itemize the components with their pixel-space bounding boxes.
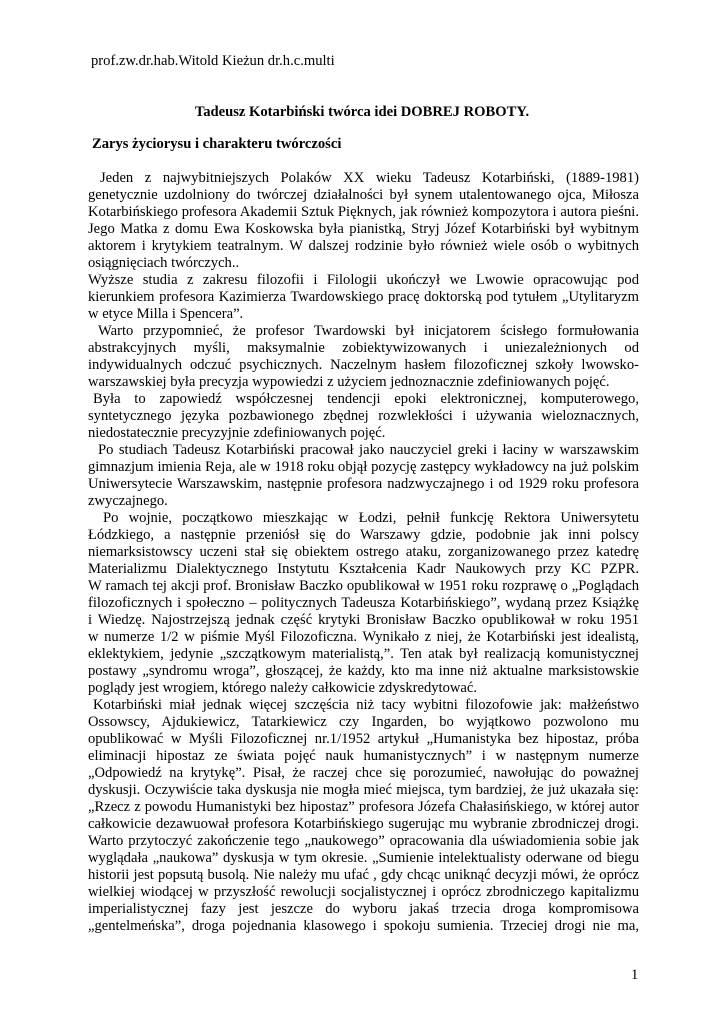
- section-heading: Zarys życiorysu i charakteru twórczości: [92, 136, 342, 152]
- text-line: Warto przytoczyć zakończenie tego „naukowego” opracowania dla uświadomienia sobie jak: [88, 833, 639, 849]
- text-line: eklektykiem, jedynie „szczątkowym materialistą,”. Ten atak był realizacją komunistycznej: [88, 646, 639, 662]
- text-line: indywidualnych odczuć psychicznych. Naczelnym hasłem filozoficznej szkoły lwowsko-: [88, 357, 639, 373]
- text-line: Po wojnie, początkowo mieszkając w Łodzi, pełnił funkcję Rektora Uniwersytetu: [103, 510, 639, 526]
- text-line: „Odpowiedź na krytykę”. Pisał, że raczej chce się porozumieć, nawołując do poważnej: [88, 765, 639, 781]
- text-line: niedostatecznie precyzyjnie zdefiniowanych pojęć.: [88, 425, 386, 441]
- text-line: Uniwersytecie Warszawskim, następnie profesora nadzwyczajnego i od 1929 roku profesora: [88, 476, 639, 492]
- text-line: Jego Matka z domu Ewa Koskowska była pianistką, Stryj Józef Kotarbiński był wybitnym: [88, 221, 639, 237]
- text-line: poglądy jest wrogiem, którego należy całkowicie zdyskredytować.: [88, 680, 478, 696]
- text-line: „Rzecz z powodu Humanistyki bez hipostaz” profesora Józefa Chałasińskiego, w której autor: [88, 799, 639, 815]
- text-line: dyskusji. Oczywiście taka dyskusja nie mogła mieć miejsca, tym bardziej, że już ukazała się:: [88, 782, 639, 798]
- text-line: niemarksistowscy uczeni stał się obiektem ostrego ataku, zorganizowanego przez katedrę: [88, 544, 639, 560]
- text-line: wielkiej wiodącej w przyszłość rewolucji socjalistycznej i oprócz zbrodniczego kapitalizmu: [88, 884, 639, 900]
- document-title: Tadeusz Kotarbiński twórca idei DOBREJ ROBOTY.: [194, 104, 530, 120]
- text-line: Ossowscy, Ajdukiewicz, Tatarkiewicz czy Ingarden, bo wyjątkowo pozwolono mu: [88, 714, 639, 730]
- text-line: zwyczajnego.: [88, 493, 168, 509]
- text-line: całkowicie dezawuował profesora Kotarbińskiego sugerując mu wybranie zbrodniczej drogi.: [88, 816, 639, 832]
- text-line: w numerze 1/2 w piśmie Myśl Filozoficzna. Wynikało z niej, że Kotarbiński jest idealistą,: [88, 629, 639, 645]
- text-line: osiągnięciach twórczych..: [88, 255, 240, 271]
- text-line: gimnazjum imienia Reja, ale w 1918 roku objął pozycję zastępcy wykładowcy na już polskim: [88, 459, 639, 475]
- text-line: wyglądała „naukowa” dyskusja w tym okresie. „Sumienie intelektualisty oderwane od biegu: [88, 850, 639, 866]
- page-number: 1: [631, 967, 639, 983]
- text-line: imperialistycznej fazy jest jeszcze do wyboru jakaś trzecia droga kompromisowa: [88, 901, 639, 917]
- text-line: eliminacji hipostaz ze świata pojęć nauk humanistycznych” i w następnym numerze: [88, 748, 639, 764]
- body-text: [88, 170, 639, 935]
- text-line: W ramach tej akcji prof. Bronisław Baczko opublikował w 1951 roku rozprawę o „Poglądach: [88, 578, 639, 594]
- text-line: abstrakcyjnych myśli, maksymalnie zobiektywizowanych i uniezależnionych od: [88, 340, 639, 356]
- text-line: Po studiach Tadeusz Kotarbiński pracował jako nauczyciel greki i łaciny w warszawskim: [98, 442, 639, 458]
- text-line: warszawskiej była precyzja wypowiedzi z użyciem jednoznacznie zdefiniowanych pojęć.: [88, 374, 610, 390]
- text-line: Kotarbińskiego profesora Akademii Sztuk Pięknych, jak również kompozytora i autora pieśni.: [88, 204, 639, 220]
- text-line: Warto przypomnieć, że profesor Twardowski był inicjatorem ścisłego formułowania: [98, 323, 639, 339]
- text-line: w etyce Milla i Spencera”.: [88, 306, 244, 322]
- text-line: postawy „syndromu wroga”, głoszącej, że każdy, kto ma inne niż aktualne marksistowskie: [88, 663, 639, 679]
- text-line: historii jest popsutą busolą. Nie należy mu ufać , gdy chcąc uniknąć decyzji mówi, że oprócz: [88, 867, 639, 883]
- text-line: Wyższe studia z zakresu filozofii i Filologii ukończył we Lwowie opracowując pod: [88, 272, 639, 288]
- text-line: i Wiedzę. Najostrzejszą jednak część krytyki Bronisław Baczko opublikował w roku 1951: [88, 612, 639, 628]
- text-line: aktorem i krytykiem teatralnym. W dalszej rodzinie było również wiele osób o wybitnych: [88, 238, 639, 254]
- text-line: syntetycznego języka pozbawionego zbędnej rozwlekłości i używania wieloznacznych,: [88, 408, 639, 424]
- text-line: opublikować w Myśli Filozoficznej nr.1/1952 artykuł „Humanistyka bez hipostaz, próba: [88, 731, 639, 747]
- author-header: prof.zw.dr.hab.Witold Kieżun dr.h.c.multi: [91, 53, 335, 69]
- text-line: Była to zapowiedź współczesnej tendencji epoki elektronicznej, komputerowego,: [93, 391, 639, 407]
- text-line: Łódzkiego, a następnie przeniósł się do Warszawy gdzie, podobnie jak inni polscy: [88, 527, 639, 543]
- text-line: kierunkiem profesora Kazimierza Twardowskiego pracę doktorską pod tytułem „Utylitaryzm: [88, 289, 639, 305]
- text-line: „gentelmeńska”, droga pojednania klasowego i spokoju sumienia. Trzeciej drogi nie ma,: [88, 918, 639, 934]
- text-line: genetycznie uzdolniony do twórczej działalności był synem utalentowanego ojca, Miłosza: [88, 187, 639, 203]
- text-line: filozoficznych i społeczno – politycznych Tadeusza Kotarbińskiego”, wydaną przez Książkę: [88, 595, 639, 611]
- text-line: Materializmu Dialektycznego Instytutu Kształcenia Kadr Naukowych przy KC PZPR.: [88, 561, 639, 577]
- text-line: Kotarbiński miał jednak więcej szczęścia niż tacy wybitni filozofowie jak: małżeństwo: [93, 697, 639, 713]
- text-line: Jeden z najwybitniejszych Polaków XX wieku Tadeusz Kotarbiński, (1889-1981): [100, 170, 639, 186]
